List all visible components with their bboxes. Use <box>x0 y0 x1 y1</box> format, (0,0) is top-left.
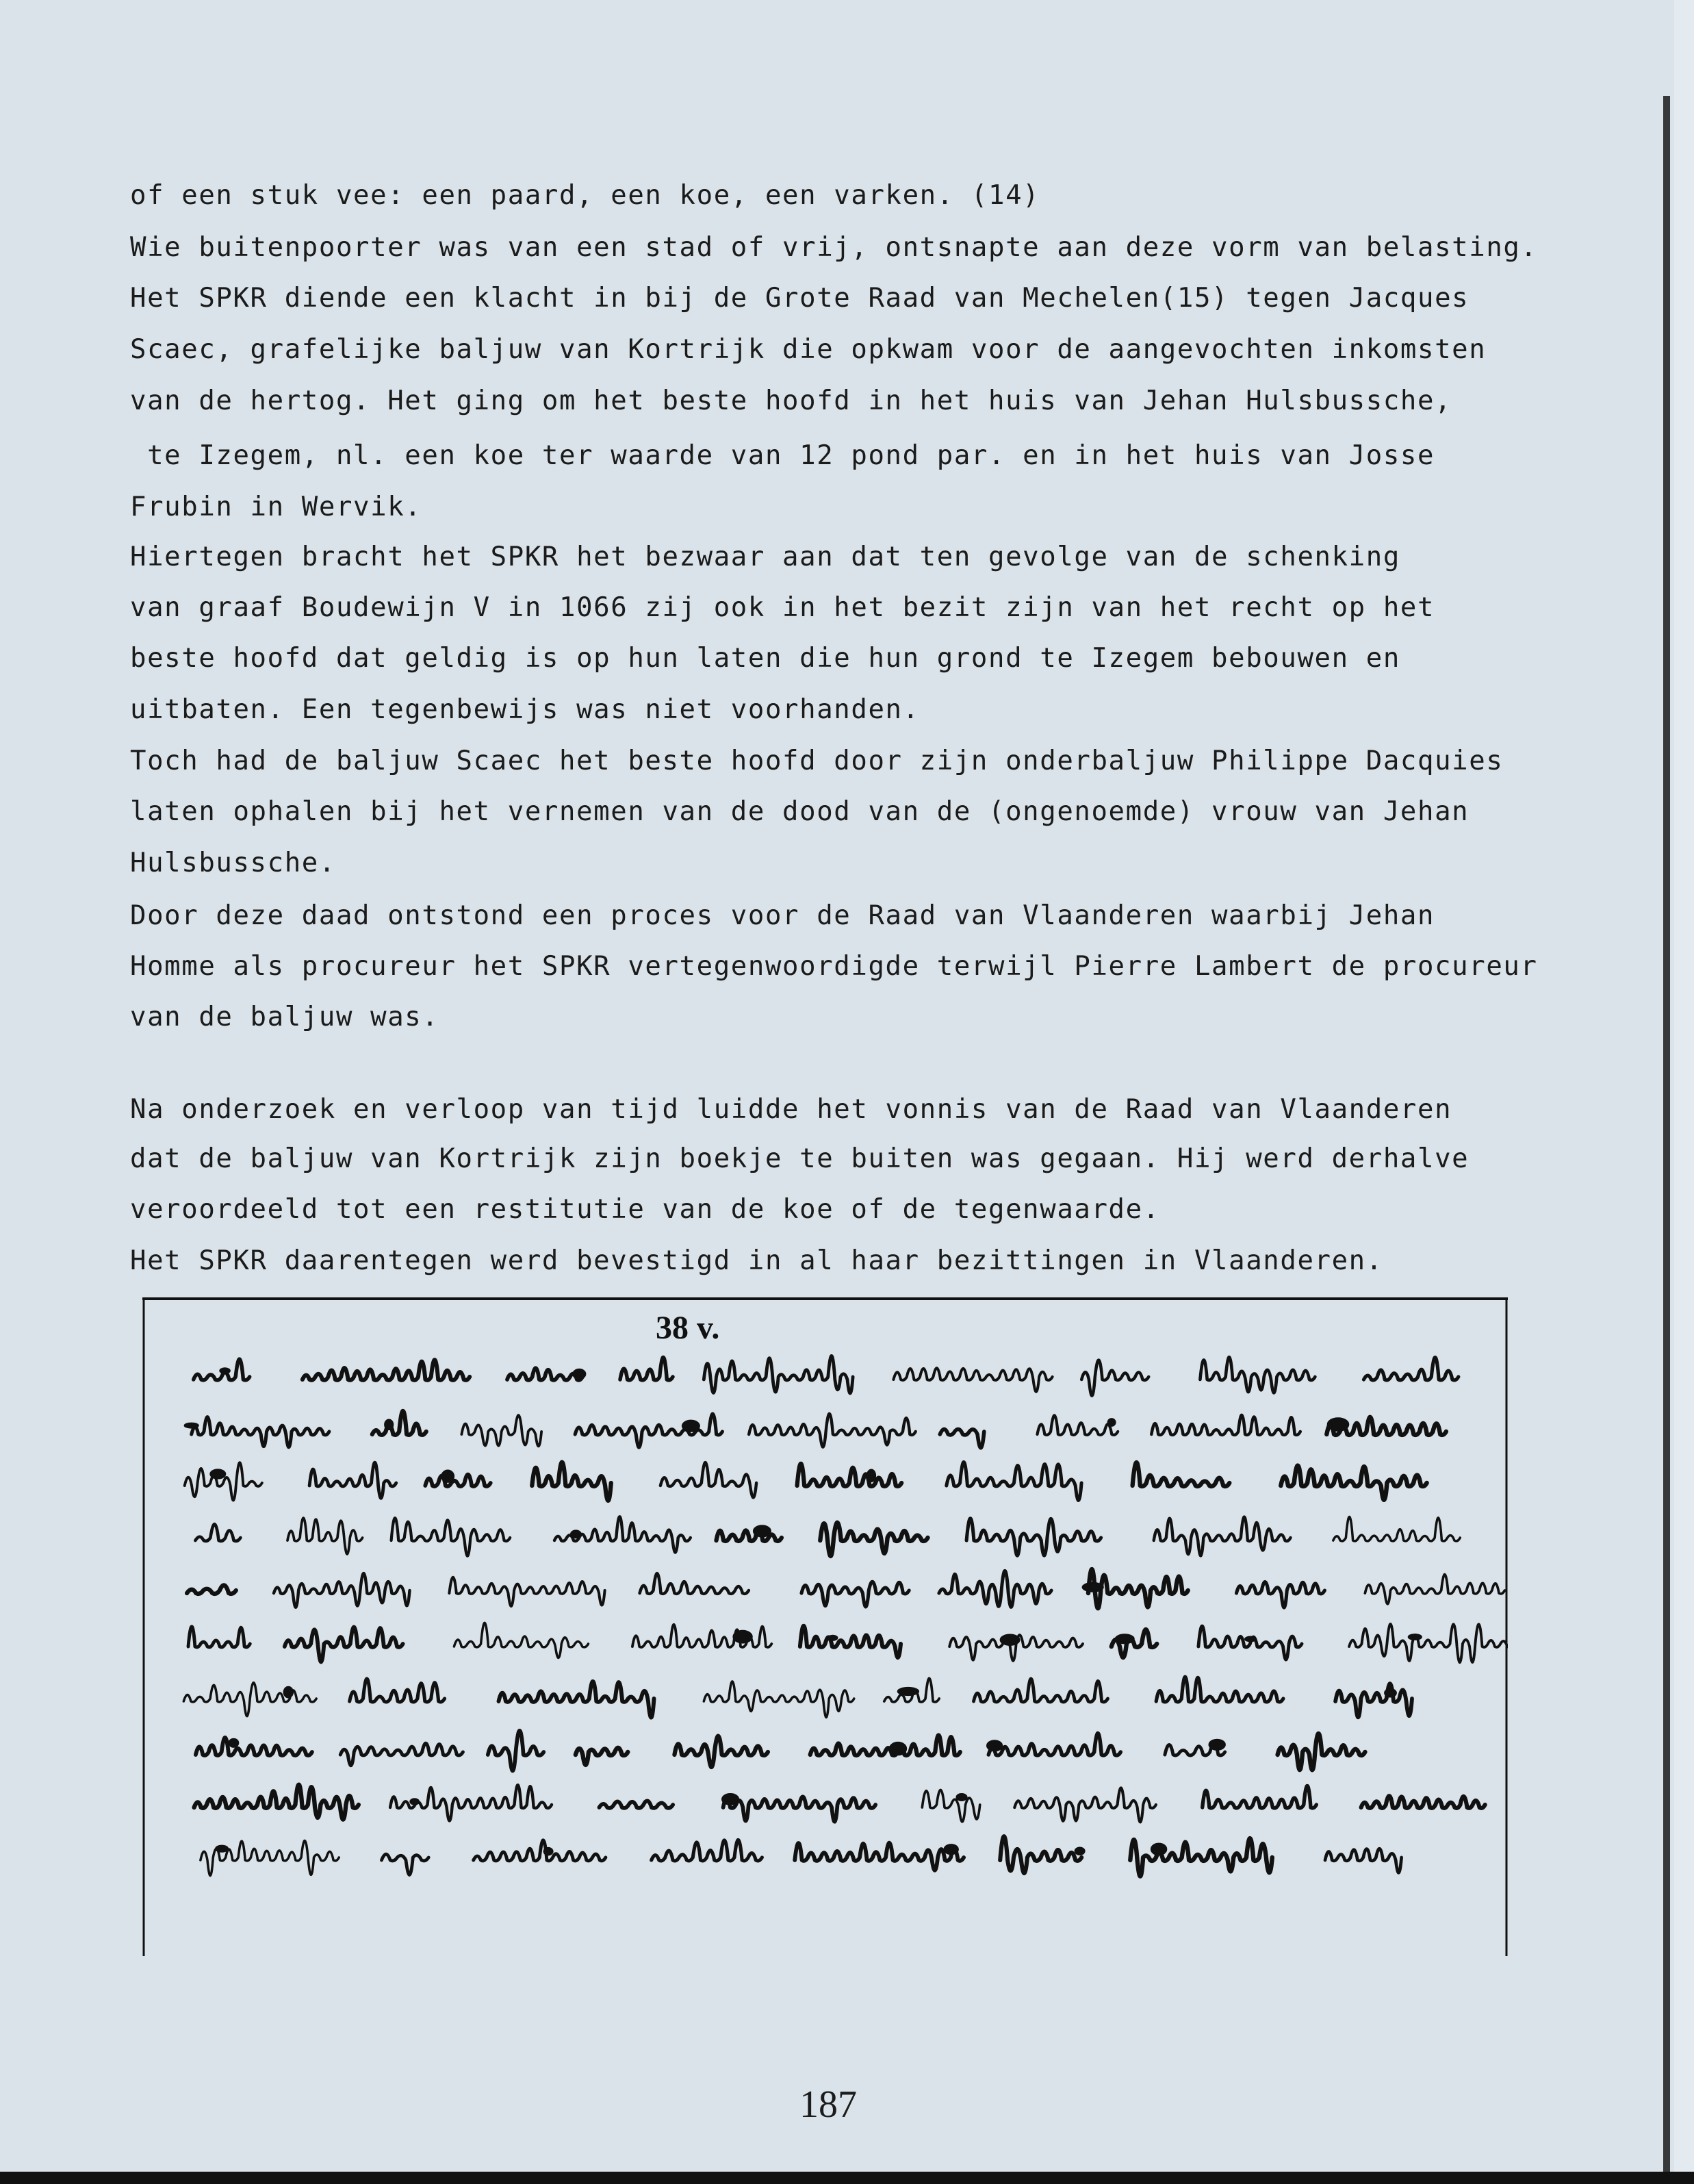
ink-mark <box>722 1794 739 1805</box>
ink-mark <box>441 1470 454 1482</box>
script-word <box>801 1582 909 1607</box>
folio-mark: 38 v. <box>656 1310 720 1346</box>
ink-mark <box>827 1635 838 1640</box>
script-word <box>188 1627 250 1647</box>
ink-mark <box>1115 1634 1134 1644</box>
script-word <box>795 1843 964 1870</box>
script-word <box>1364 1358 1459 1380</box>
ink-mark <box>573 1369 586 1379</box>
manuscript-image <box>142 1297 1508 1956</box>
text-line: van graaf Boudewijn V in 1066 zij ook in het bezit zijn van het recht op het <box>130 592 1435 623</box>
script-word <box>488 1731 544 1771</box>
ink-mark <box>220 1368 231 1374</box>
script-word <box>576 1748 628 1765</box>
ink-mark <box>410 1799 420 1805</box>
script-word <box>303 1360 470 1380</box>
script-word <box>1156 1677 1283 1702</box>
script-word <box>507 1368 582 1380</box>
script-word <box>810 1736 960 1755</box>
script-word <box>461 1415 541 1446</box>
script-word <box>1349 1624 1508 1662</box>
page-margin-right <box>1674 0 1694 2172</box>
script-word <box>499 1681 654 1718</box>
ink-mark <box>1209 1739 1225 1750</box>
script-word <box>717 1529 782 1541</box>
script-word <box>800 1626 901 1658</box>
text-line: Frubin in Wervik. <box>130 492 422 522</box>
script-word <box>1325 1849 1402 1872</box>
ink-mark <box>956 1794 967 1801</box>
script-word <box>1278 1734 1365 1770</box>
script-word <box>340 1743 463 1765</box>
script-word <box>1130 1838 1272 1876</box>
script-word <box>940 1430 984 1448</box>
script-word <box>1014 1788 1156 1822</box>
script-word <box>893 1368 1052 1391</box>
script-word <box>704 1681 854 1717</box>
ink-mark <box>1075 1847 1085 1855</box>
text-line: Het SPKR diende een klacht in bij de Grote Raad van Mechelen(15) tegen Jacques <box>130 283 1470 314</box>
ink-mark <box>184 1423 198 1428</box>
script-word <box>640 1573 749 1594</box>
script-word <box>532 1462 611 1501</box>
script-word <box>183 1683 316 1716</box>
text-line: Na onderzoek en verloop van tijd luidde het vonnis van de Raad van Vlaanderen <box>130 1094 1452 1125</box>
ink-mark <box>1408 1634 1422 1640</box>
script-word <box>1335 1684 1412 1717</box>
script-word <box>274 1573 410 1608</box>
ink-mark <box>682 1420 700 1432</box>
ink-mark <box>867 1469 875 1482</box>
script-word <box>1361 1796 1485 1808</box>
script-word <box>966 1519 1101 1556</box>
script-word <box>974 1679 1108 1702</box>
ink-mark <box>733 1630 752 1643</box>
ink-mark <box>897 1687 919 1695</box>
text-line: beste hoofd dat geldig is op hun laten die hun grond te Izegem bebouwen en <box>130 643 1400 674</box>
ink-mark <box>543 1847 553 1855</box>
script-word <box>922 1790 979 1821</box>
script-word <box>704 1356 853 1393</box>
text-line: dat de baljuw van Kortrijk zijn boekje te buiten was gegaan. Hij werd derhalve <box>130 1143 1470 1174</box>
script-word <box>392 1518 511 1556</box>
script-word <box>195 1524 240 1541</box>
text-line: Toch had de baljuw Scaec het beste hoofd door zijn onderbaljuw Philippe Dacquies <box>130 746 1504 776</box>
script-word <box>820 1523 927 1556</box>
text-line: Scaec, grafelijke baljuw van Kortrijk die opkwam voor de aangevochten inkomsten <box>130 334 1487 365</box>
script-word <box>947 1462 1081 1501</box>
ink-mark <box>216 1845 229 1852</box>
text-line: Het SPKR daarentegen werd bevestigd in al haar bezittingen in Vlaanderen. <box>130 1245 1383 1276</box>
script-word <box>988 1734 1120 1755</box>
ink-mark <box>944 1844 958 1855</box>
text-line: te Izegem, nl. een koe ter waarde van 12 pond par. en in het huis van Josse <box>130 440 1435 471</box>
script-word <box>1081 1360 1148 1396</box>
script-word <box>1112 1629 1157 1658</box>
ink-mark <box>1082 1582 1103 1592</box>
script-word <box>723 1796 876 1821</box>
script-word <box>620 1358 673 1380</box>
script-word <box>372 1411 426 1435</box>
ink-mark <box>571 1530 582 1538</box>
text-line: laten ophalen bij het vernemen van de dood van de (ongenoemde) vrouw van Jehan <box>130 796 1470 827</box>
script-word <box>285 1627 403 1662</box>
script-word <box>194 1785 359 1820</box>
ink-mark <box>385 1419 394 1430</box>
ink-mark <box>753 1525 771 1537</box>
script-word <box>674 1736 768 1767</box>
text-line: veroordeeld tot een restitutie van de koe of de tegenwaarde. <box>130 1194 1160 1225</box>
text-line: van de hertog. Het ging om het beste hoofd in het huis van Jehan Hulsbussche, <box>130 385 1452 416</box>
script-word <box>454 1623 588 1658</box>
ink-mark <box>1385 1688 1397 1697</box>
ink-mark <box>229 1738 239 1747</box>
script-word <box>599 1801 673 1808</box>
ink-mark <box>1107 1419 1116 1427</box>
ink-mark <box>889 1742 906 1755</box>
script-word <box>1281 1466 1426 1500</box>
script-word <box>1000 1836 1081 1873</box>
script-word <box>287 1518 363 1554</box>
script-word <box>1333 1516 1461 1540</box>
script-word <box>1203 1786 1317 1807</box>
script-word <box>939 1571 1051 1607</box>
script-word <box>1237 1582 1325 1608</box>
ink-mark <box>987 1740 1003 1751</box>
script-word <box>425 1475 490 1486</box>
ink-mark <box>1151 1843 1166 1855</box>
script-word <box>575 1414 722 1447</box>
script-word <box>652 1840 762 1860</box>
ink-mark <box>210 1469 226 1479</box>
text-line: Hulsbussche. <box>130 848 336 878</box>
script-word <box>797 1464 902 1486</box>
manuscript-facsimile <box>142 1297 1508 1956</box>
manuscript-script <box>183 1356 1508 1876</box>
page-number: 187 <box>799 2083 857 2126</box>
ink-mark <box>283 1686 293 1698</box>
script-word <box>1154 1517 1291 1556</box>
ink-mark <box>1327 1418 1349 1432</box>
text-line: Door deze daad ontstond een proces voor de Raad van Vlaanderen waarbij Jehan <box>130 900 1435 931</box>
script-word <box>1133 1462 1230 1486</box>
script-word <box>1038 1415 1118 1434</box>
ink-mark <box>1000 1634 1020 1645</box>
script-word <box>749 1414 916 1447</box>
script-word <box>449 1577 604 1606</box>
script-word <box>196 1738 312 1755</box>
script-word <box>185 1462 262 1500</box>
script-word <box>474 1840 606 1861</box>
script-word <box>1151 1415 1300 1435</box>
text-line: of een stuk vee: een paard, een koe, een varken. (14) <box>130 180 1040 211</box>
script-word <box>1200 1357 1315 1393</box>
script-word <box>350 1679 445 1702</box>
script-word <box>1365 1575 1504 1604</box>
text-line: van de baljuw was. <box>130 1002 439 1032</box>
script-word <box>309 1462 396 1498</box>
script-word <box>192 1417 329 1447</box>
script-word <box>1198 1626 1302 1660</box>
text-line: Homme als procureur het SPKR vertegenwoordigde terwijl Pierre Lambert de procureur <box>130 951 1538 982</box>
page-right-edge <box>1663 96 1670 2172</box>
text-line: uitbaten. Een tegenbewijs was niet voorhanden. <box>130 694 920 725</box>
script-word <box>382 1854 429 1875</box>
ink-mark <box>1244 1636 1256 1642</box>
text-line: Wie buitenpoorter was van een stad of vrij, ontsnapte aan deze vorm van belasting. <box>130 232 1538 263</box>
page-bottom-edge <box>0 2172 1694 2184</box>
text-line: Hiertegen bracht het SPKR het bezwaar aan dat ten gevolge van de schenking <box>130 542 1400 572</box>
script-word <box>187 1585 236 1593</box>
script-word <box>660 1462 756 1497</box>
